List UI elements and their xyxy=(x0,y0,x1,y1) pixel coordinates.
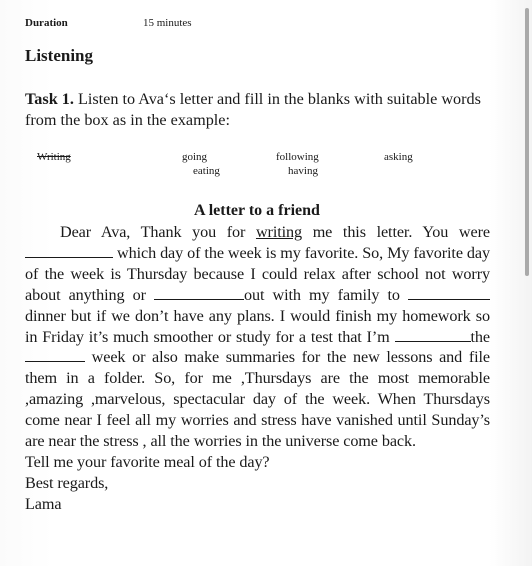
answer-blank-3 xyxy=(408,287,490,300)
task-text: Listen to Ava‘s letter and fill in the blanks with suitable words from the box as in the example: xyxy=(25,90,481,129)
duration-value: 15 minutes xyxy=(143,17,192,29)
closing-question: Tell me your favorite meal of the day? xyxy=(25,452,270,471)
word-box-item: having xyxy=(288,165,318,177)
task-instruction xyxy=(25,89,495,131)
task-label: Task 1. xyxy=(25,90,74,108)
word-box-example: Writing xyxy=(37,151,71,163)
signature: Lama xyxy=(25,494,62,513)
sign-off: Best regards, xyxy=(25,473,109,492)
scrollbar[interactable] xyxy=(525,8,529,276)
duration-label: Duration xyxy=(25,17,68,29)
word-box-item: following xyxy=(276,151,319,163)
letter-paragraph: Dear Ava, Thank you for writing me this letter. You were which day of the week is my favorite. So, My favorite day of the week is Thursday because I could relax after school not worry about anything or out with my family to dinner but if we don’t have any plans. I would finish my homework so in Friday it’s much smoother or study for a test that I’m the week or also make summaries for the new lessons and file them in a folder. So, for me ,Thursdays are the most memorable ,amazing ,marvelous, spectacular day of the week. When Thursdays come near I feel all my worries and stress have vanished until Sunday’s are near the stress , all the worries in the universe come back. xyxy=(25,223,490,451)
word-box-item: asking xyxy=(384,151,413,163)
letter-body xyxy=(25,222,490,515)
answer-blank-1 xyxy=(25,245,113,258)
word-box-item: going xyxy=(182,151,208,163)
answer-blank-2 xyxy=(154,287,244,300)
answer-blank-4 xyxy=(395,329,471,342)
letter-title: A letter to a friend xyxy=(194,202,320,219)
answer-blank-5 xyxy=(25,349,85,362)
example-answer: writing xyxy=(255,223,303,241)
section-title: Listening xyxy=(25,46,94,65)
word-box-item: eating xyxy=(193,165,220,177)
